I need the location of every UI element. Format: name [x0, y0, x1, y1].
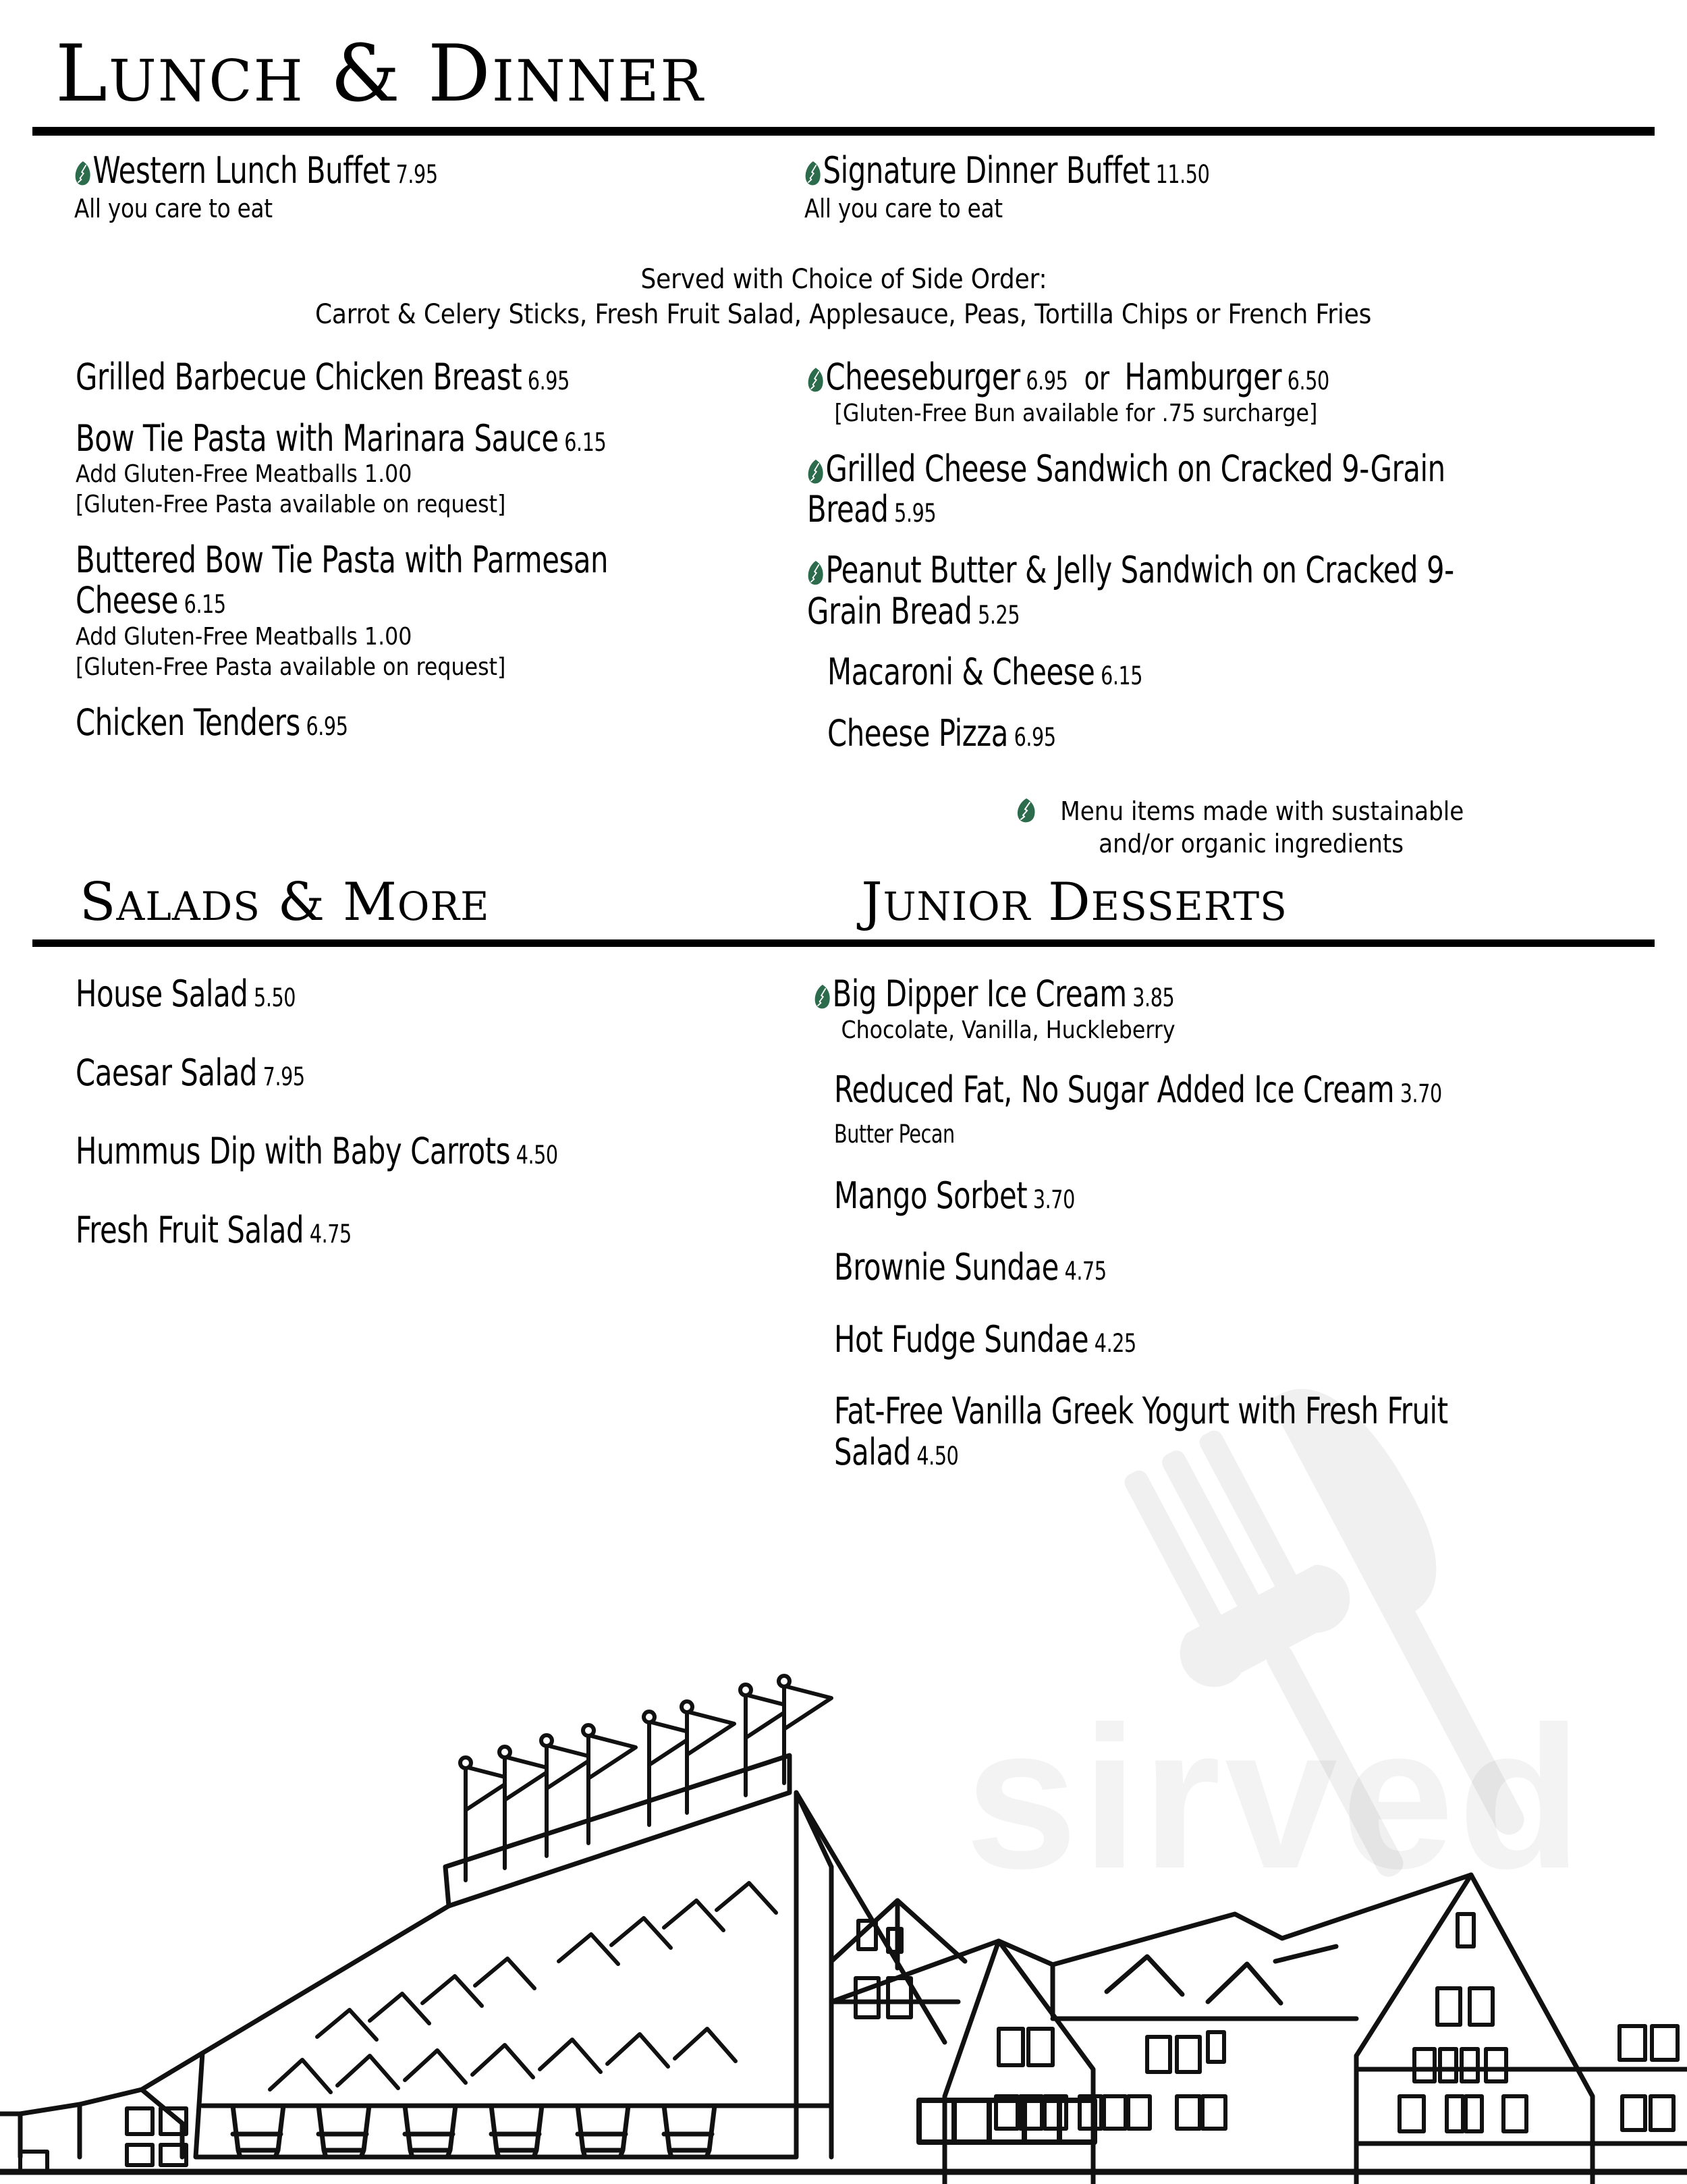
menu-item — [807, 652, 1655, 692]
item-name: Reduced Fat, No Sugar Added Ice Cream — [834, 1068, 1395, 1111]
item-note: [Gluten-Free Bun available for .75 surcharge] — [834, 399, 1318, 427]
item-name: Cheeseburger — [825, 356, 1021, 399]
menu-item — [55, 703, 800, 743]
item-price: 6.95 — [306, 711, 348, 741]
menu-item — [55, 1053, 800, 1093]
section-divider — [32, 939, 1655, 947]
desserts-column — [800, 974, 1655, 1493]
title-divider — [32, 127, 1655, 136]
leaf-icon — [807, 367, 825, 393]
item-price: 4.75 — [309, 1219, 352, 1249]
item-name: Cheese Pizza — [827, 711, 1009, 755]
item-price: 6.15 — [564, 427, 607, 457]
item-name: Bow Tie Pasta with Marinara Sauce — [76, 416, 559, 460]
item-conjunction: or — [1084, 360, 1110, 398]
buffet-subtitle: All you care to eat — [74, 194, 273, 224]
item-name: Grilled Barbecue Chicken Breast — [76, 356, 522, 399]
buffet-price: 7.95 — [395, 160, 438, 189]
item-name: Peanut Butter & Jelly Sandwich on Cracked 9-Grain Bread — [807, 549, 1455, 632]
item-name: Hummus Dip with Baby Carrots — [76, 1130, 511, 1173]
item-name: Hot Fudge Sundae — [834, 1317, 1089, 1361]
menu-item — [814, 974, 1655, 1045]
menu-item — [814, 1319, 1655, 1360]
item-note: Chocolate, Vanilla, Huckleberry — [841, 1016, 1176, 1044]
item-price: 5.50 — [254, 983, 296, 1013]
item-price: 7.95 — [262, 1062, 305, 1091]
item-price: 6.95 — [1014, 722, 1057, 752]
leaf-icon — [807, 560, 825, 586]
menu-item — [55, 418, 800, 520]
item-suffix: Butter Pecan — [834, 1120, 956, 1149]
item-name: Mango Sorbet — [834, 1174, 1028, 1217]
item-name: Chicken Tenders — [76, 701, 300, 744]
item-price: 6.15 — [1101, 661, 1143, 691]
item-price: 3.85 — [1132, 983, 1175, 1013]
item-price: 6.15 — [184, 590, 226, 620]
item-price: 6.95 — [527, 366, 570, 396]
item-name: Caesar Salad — [76, 1051, 258, 1094]
leaf-icon — [74, 161, 92, 186]
item-price: 4.25 — [1095, 1328, 1137, 1358]
buffet-name: Signature Dinner Buffet — [823, 149, 1150, 192]
item-price: 5.25 — [978, 600, 1020, 630]
lower-columns — [32, 947, 1655, 1493]
menu-item — [55, 540, 800, 682]
desserts-section-title: JUNIOR DESSERTS — [861, 872, 1288, 933]
item-price: 4.75 — [1065, 1257, 1107, 1286]
buffet-lunch — [32, 151, 801, 225]
entrees-columns — [32, 357, 1655, 860]
lodge-illustration — [0, 1624, 1687, 2184]
menu-item — [807, 449, 1655, 530]
sustainable-line2: and/or organic ingredients — [1099, 828, 1404, 858]
item-name: Brownie Sundae — [834, 1246, 1059, 1289]
served-with-block — [32, 225, 1655, 357]
salads-column — [32, 974, 800, 1493]
menu-item — [55, 1131, 800, 1172]
item-name: Fresh Fruit Salad — [76, 1208, 304, 1251]
menu-item — [814, 1176, 1655, 1216]
buffet-dinner — [801, 151, 1655, 225]
item-name: Macaroni & Cheese — [827, 651, 1095, 694]
menu-item — [55, 357, 800, 398]
menu-item — [814, 1070, 1655, 1151]
menu-item — [814, 1391, 1655, 1473]
menu-item — [807, 357, 1655, 428]
item-name-2: Hamburger — [1124, 356, 1282, 399]
buffet-price: 11.50 — [1155, 160, 1209, 189]
item-name: House Salad — [76, 973, 248, 1016]
leaf-icon — [807, 459, 825, 485]
item-note: Add Gluten-Free Meatballs 1.00 — [76, 622, 412, 651]
item-name: Grilled Cheese Sandwich on Cracked 9-Grain Bread — [807, 447, 1446, 530]
entrees-right-column — [800, 357, 1655, 860]
buffet-subtitle: All you care to eat — [804, 194, 1003, 224]
served-with-line2: Carrot & Celery Sticks, Fresh Fruit Salad, Applesauce, Peas, Tortilla Chips or French Fries — [315, 299, 1372, 331]
item-price: 3.70 — [1033, 1184, 1076, 1214]
served-with-line1: Served with Choice of Side Order: — [640, 264, 1047, 296]
menu-item — [807, 550, 1655, 632]
item-name: Big Dipper Ice Cream — [832, 973, 1128, 1016]
page-title: LUNCH & DINNER — [55, 28, 704, 119]
sustainable-line1: Menu items made with sustainable — [1060, 796, 1464, 827]
section-headers-row — [32, 872, 1655, 933]
salads-section-title: SALADS & MORE — [80, 872, 490, 933]
item-price: 6.95 — [1026, 366, 1068, 396]
item-name: Fat-Free Vanilla Greek Yogurt with Fresh Fruit Salad — [834, 1390, 1449, 1473]
menu-item — [55, 1210, 800, 1251]
sustainable-note — [807, 774, 1655, 860]
item-price: 3.70 — [1400, 1079, 1443, 1108]
item-price: 4.50 — [516, 1141, 558, 1170]
menu-item — [814, 1247, 1655, 1288]
item-note: Add Gluten-Free Meatballs 1.00 — [76, 460, 412, 488]
item-price: 5.95 — [894, 499, 937, 528]
buffet-name: Western Lunch Buffet — [92, 149, 390, 192]
leaf-icon — [1016, 798, 1036, 823]
menu-item — [807, 713, 1655, 754]
item-price: 4.50 — [916, 1441, 959, 1471]
leaf-icon — [804, 161, 822, 186]
leaf-icon — [814, 984, 831, 1010]
item-price-2: 6.50 — [1288, 366, 1330, 396]
item-note: [Gluten-Free Pasta available on request] — [76, 653, 506, 681]
buffet-row — [32, 136, 1655, 225]
item-name: Buttered Bow Tie Pasta with Parmesan Cheese — [76, 539, 609, 622]
entrees-left-column — [32, 357, 800, 860]
menu-item — [55, 974, 800, 1014]
item-note: [Gluten-Free Pasta available on request] — [76, 491, 506, 518]
